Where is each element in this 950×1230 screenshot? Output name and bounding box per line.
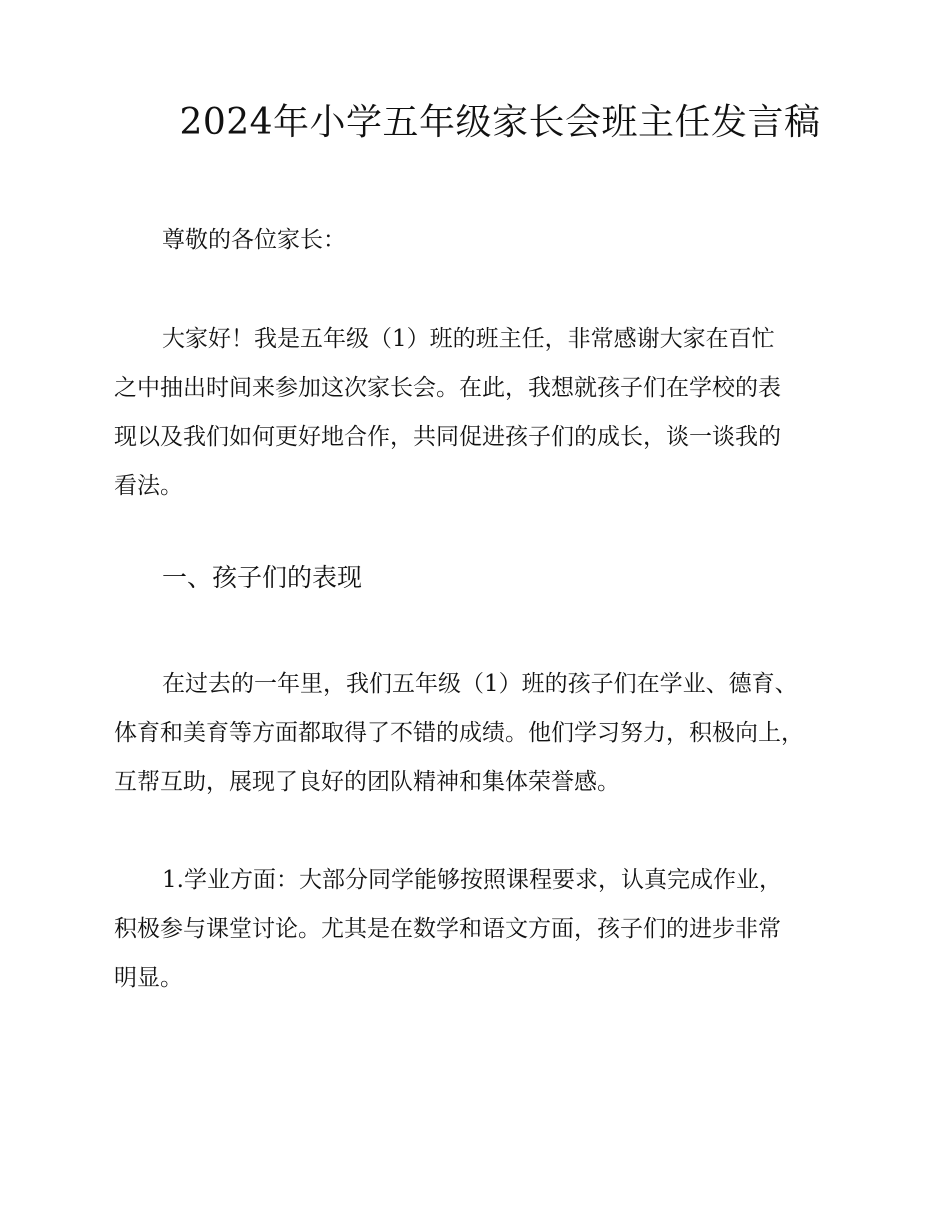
section-heading-block (114, 553, 844, 602)
salutation-text: 尊敬的各位家长： (162, 227, 346, 253)
performance-line-2: 体育和美育等方面都取得了不错的成绩。他们学习努力，积极向上， (114, 720, 804, 746)
performance-line-3: 互帮互助，展现了良好的团队精神和集体荣誉感。 (114, 769, 620, 795)
intro-line-1: 大家好！我是五年级（1）班的班主任，非常感谢大家在百忙 (162, 326, 775, 352)
salutation-paragraph (114, 216, 844, 265)
academic-line-1: 1.学业方面：大部分同学能够按照课程要求，认真完成作业， (162, 867, 782, 893)
intro-line-4: 看法。 (114, 473, 183, 499)
performance-paragraph (114, 660, 844, 807)
academic-line-2: 积极参与课堂讨论。尤其是在数学和语文方面，孩子们的进步非常 (114, 916, 781, 942)
academic-paragraph (114, 856, 844, 1003)
intro-line-2: 之中抽出时间来参加这次家长会。在此，我想就孩子们在学校的表 (114, 375, 781, 401)
intro-line-3: 现以及我们如何更好地合作，共同促进孩子们的成长，谈一谈我的 (114, 424, 781, 450)
intro-paragraph (114, 315, 844, 511)
academic-line-3: 明显。 (114, 965, 183, 991)
performance-line-1: 在过去的一年里，我们五年级（1）班的孩子们在学业、德育、 (162, 671, 798, 697)
section-heading: 一、孩子们的表现 (162, 563, 363, 592)
document-title: 2024年小学五年级家长会班主任发言稿 (179, 102, 821, 143)
